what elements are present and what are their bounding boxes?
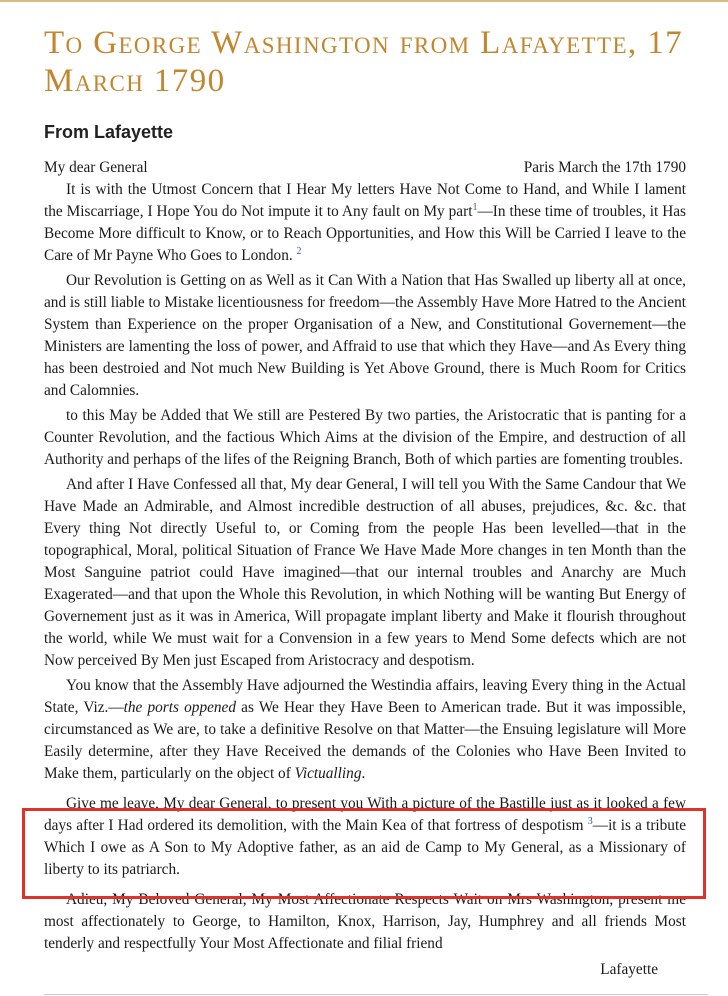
signature: Lafayette: [600, 961, 658, 978]
paragraph-1-text-b: —In these time of troubles, it Has Become More difficult to Know, or to Reach Opportunities, and How this Will be Carried I leave to the Care of Mr Payne Who Goes to London.: [44, 203, 686, 264]
salutation: My dear General: [44, 159, 148, 176]
paragraph-1-text-a: It is with the Utmost Concern that I Hear My letters Have Not Come to Hand, and While I lament the Miscarriage, I Hope You do Not impute it to Any fault on My part: [44, 181, 686, 220]
paragraph-5-text-a: You know that the Assembly Have adjourned the Westindia affairs, leaving Every thing in the Actual State, Viz.—: [44, 677, 686, 716]
paragraph-5-text-c: .: [361, 765, 366, 782]
letter-subtitle: From Lafayette: [44, 122, 174, 142]
paragraph-5-text-b: as We Hear they Have Been to American trade. But it was impossible, circumstanced as We are, to take a definitive Resolve on that Matter—the Ensuing legislature will More Easily determine, after they Have Received the demands of the Colonies who Have Been Invited to Make them, particularly on the object of: [44, 699, 686, 782]
paragraph-6-text-a: Give me leave, My dear General, to present you With a picture of the Bastille just as it looked a few days after I Had ordered its demolition, with the Main Kea of that fortress of despotism: [44, 795, 686, 834]
paragraph-2: Our Revolution is Getting on as Well as it Can With a Nation that Has Swalled up liberty all at once, and is still liable to Mistake licentiousness for freedom—the Assembly Have More Hatred to the Ancient System than Experience on the proper Organisation of a New, and Constitutional Governement—the Ministers are lamenting the loss of power, and Affraid to use that which they Have—and As Every thing has been destroied and Not much New Building is Yet Above Ground, there is Much Room for Critics and Calomnies.: [44, 272, 686, 399]
paragraph-1: [44, 179, 686, 267]
salutation-row: [44, 157, 686, 179]
paragraph-5-italic-1: the ports oppened: [123, 699, 236, 716]
footnote-link-1[interactable]: 1: [472, 201, 478, 213]
dateline: Paris March the 17th 1790: [523, 159, 686, 176]
highlight-box: [22, 808, 706, 899]
bottom-rule: [44, 994, 708, 995]
footnote-link-3[interactable]: 3: [587, 815, 593, 827]
paragraph-3: to this May be Added that We still are Pestered By two parties, the Aristocratic that is panting for a Counter Revolution, and the factious Which Aims at the division of the Empire, and destruction of all Authority and perhaps of the lifes of the Reigning Branch, Both of which parties are fomenting troubles.: [44, 407, 686, 468]
paragraph-6-text-b: —it is a tribute Which I owe as A Son to My Adoptive father, as an aid de Camp to My General, as a Missionary of liberty to its patriarch.: [44, 817, 686, 878]
paragraph-5-italic-2: Victualling: [294, 765, 362, 782]
paragraph-7: Adieu, My Beloved General, My Most Affectionate Respects Wait on Mrs Washington, present me most affectionately to George, to Hamilton, Knox, Harrison, Jay, Humphrey and all friends Most tenderly and respectfully Your Most Affectionate and filial friend: [44, 891, 686, 952]
paragraph-5: [44, 675, 686, 785]
footnote-link-2[interactable]: 2: [296, 245, 302, 257]
paragraph-4: And after I Have Confessed all that, My dear General, I will tell you With the Same Candour that We Have Made an Admirable, and Almost incredible destruction of all abuses, prejudices, &c. &c. that Every thing Not directly Useful to, or Coming from the people Has been levelled—that in the topographical, Moral, political Situation of France We Have Made More changes in ten Month than the Most Sanguine patriot could Have imagined—that our internal troubles and Anarchy are Much Exagerated—and that upon the Whole this Revolution, in which Nothing will be wanting But Energy of Governement just as it was in America, Will propagate implant liberty and Make it flourish throughout the world, while We must wait for a Convension in a few years to Mend Some defects which are not Now perceived By Men just Escaped from Aristocracy and despotism.: [44, 476, 686, 669]
page-title: To George Washington from Lafayette, 17 March 1790: [44, 25, 684, 99]
top-rule: [0, 0, 728, 2]
